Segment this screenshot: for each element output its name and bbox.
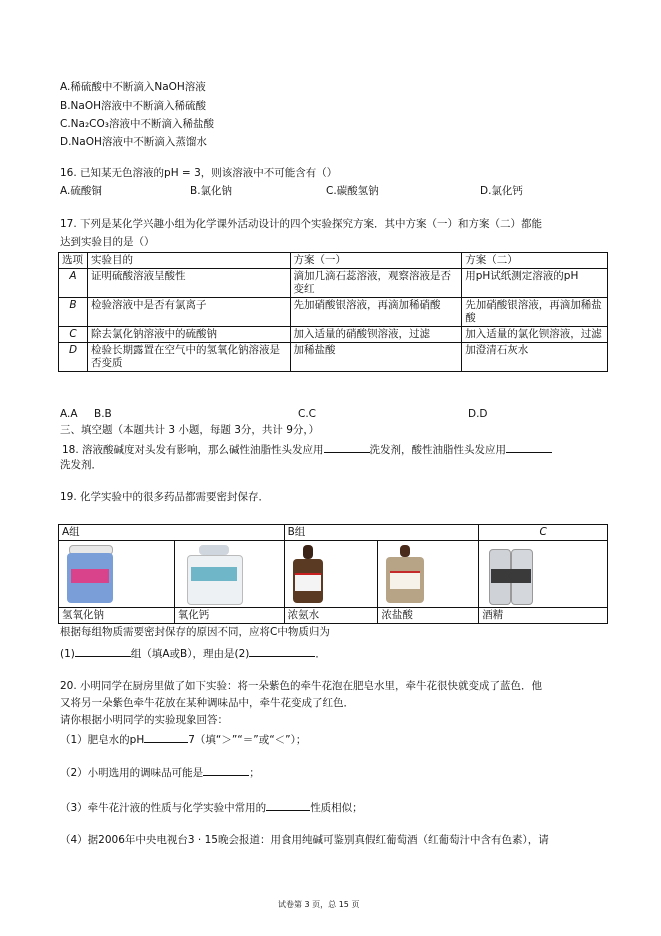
q15-option-b: B.NaOH溶液中不断滴入稀硫酸 bbox=[60, 100, 206, 112]
q19-blank-2[interactable] bbox=[249, 645, 315, 657]
q19-note: 根据每组物质需要密封保存的原因不同，应将C中物质归为 bbox=[60, 626, 330, 638]
q20-sub2 bbox=[60, 764, 260, 780]
photo-alcohol bbox=[479, 541, 608, 608]
q18-blank-2[interactable] bbox=[506, 441, 552, 453]
row-goal: 检验长期露置在空气中的氢氧化钠溶液是否变质 bbox=[87, 343, 290, 372]
row-plan-1: 加稀盐酸 bbox=[290, 343, 462, 372]
group-b-label: B组 bbox=[284, 525, 479, 541]
label-ammonia: 浓氨水 bbox=[284, 608, 378, 624]
label-cao: 氧化钙 bbox=[174, 608, 284, 624]
q20-blank-1[interactable] bbox=[144, 731, 188, 743]
q20-blank-3[interactable] bbox=[266, 799, 310, 811]
q20-sub2-a: （2）小明选用的调味品可能是 bbox=[60, 767, 204, 779]
q16-option-b: B.氯化钠 bbox=[190, 185, 233, 197]
table-row bbox=[59, 343, 608, 372]
q19-fill-1: (1) bbox=[60, 648, 75, 660]
q20-sub3-a: （3）牵牛花汁液的性质与化学实验中常用的 bbox=[60, 802, 267, 814]
q20-sub1-a: （1）肥皂水的pH bbox=[60, 734, 145, 746]
q18-part1: 18. 溶液酸碱度对头发有影响，那么碱性油脂性头发应用 bbox=[62, 444, 324, 456]
q16-option-c: C.碳酸氢钠 bbox=[326, 185, 379, 197]
q17-option-c: C.C bbox=[298, 408, 317, 420]
q16-stem: 16. 已知某无色溶液的pH = 3，则该溶液中不可能含有（） bbox=[60, 167, 338, 179]
q20-sub2-b: ； bbox=[249, 767, 260, 779]
photo-ammonia bbox=[284, 541, 378, 608]
q18-part2: 洗发剂，酸性油脂性头发应用 bbox=[369, 444, 507, 456]
q17-stem-line2: 达到实验目的是（） bbox=[60, 236, 155, 248]
q15-option-d: D.NaOH溶液中不断滴入蒸馏水 bbox=[60, 136, 207, 148]
q20-sub4: （4）据2006年中央电视台3 · 15晚会报道：用食用纯碱可鉴别真假红葡萄酒（红葡萄汁中含有色素），请 bbox=[60, 834, 549, 846]
header-plan-1: 方案（一） bbox=[290, 253, 462, 269]
q16-option-d: D.氯化钙 bbox=[480, 185, 523, 197]
q20-line2: 又将另一朵紫色牵牛花放在某种调味品中，牵牛花变成了红色． bbox=[60, 697, 354, 709]
q18-part3: 洗发剂． bbox=[60, 459, 102, 471]
row-option: B bbox=[59, 298, 88, 327]
table-row bbox=[59, 269, 608, 298]
q15-option-c: C.Na₂CO₃溶液中不断滴入稀盐酸 bbox=[60, 118, 214, 130]
table-row bbox=[59, 298, 608, 327]
q19-label-row bbox=[59, 608, 608, 624]
row-goal: 除去氯化钠溶液中的硫酸钠 bbox=[87, 327, 290, 343]
row-option: C bbox=[59, 327, 88, 343]
q15-option-a: A.稀硫酸中不断滴入NaOH溶液 bbox=[60, 81, 206, 93]
q20-line1: 20. 小明同学在厨房里做了如下实验：将一朵紫色的牵牛花泡在肥皂水里，牵牛花很快就变成了蓝色．他 bbox=[60, 680, 543, 692]
q17-option-a: A.A bbox=[60, 408, 78, 420]
group-a-label: A组 bbox=[59, 525, 285, 541]
row-plan-2: 用pH试纸测定溶液的pH bbox=[462, 269, 608, 298]
photo-naoh bbox=[59, 541, 175, 608]
row-option: D bbox=[59, 343, 88, 372]
q19-group-row bbox=[59, 525, 608, 541]
q19-fill-line bbox=[60, 645, 326, 661]
q17-table bbox=[58, 252, 608, 372]
label-alcohol: 酒精 bbox=[479, 608, 608, 624]
header-option: 选项 bbox=[59, 253, 88, 269]
q17-option-b: B.B bbox=[94, 408, 112, 420]
q17-option-d: D.D bbox=[468, 408, 488, 420]
row-plan-1: 先加硝酸银溶液，再滴加稀硝酸 bbox=[290, 298, 462, 327]
q16-option-a: A.硫酸铜 bbox=[60, 185, 102, 197]
q19-fill-2: 组（填A或B），理由是(2) bbox=[130, 648, 250, 660]
label-naoh: 氢氧化钠 bbox=[59, 608, 175, 624]
row-plan-1: 加入适量的硝酸钡溶液，过滤 bbox=[290, 327, 462, 343]
table-row bbox=[59, 327, 608, 343]
row-plan-2: 加澄清石灰水 bbox=[462, 343, 608, 372]
q20-blank-2[interactable] bbox=[203, 764, 249, 776]
photo-cao bbox=[174, 541, 284, 608]
q19-stem: 19. 化学实验中的很多药品都需要密封保存． bbox=[60, 491, 270, 503]
q19-table bbox=[58, 524, 608, 624]
label-hcl: 浓盐酸 bbox=[378, 608, 479, 624]
header-goal: 实验目的 bbox=[87, 253, 290, 269]
q18-blank-1[interactable] bbox=[324, 441, 370, 453]
q19-fill-3: ． bbox=[315, 648, 326, 660]
row-plan-1: 滴加几滴石蕊溶液，观察溶液是否变红 bbox=[290, 269, 462, 298]
q19-blank-1[interactable] bbox=[75, 645, 131, 657]
row-plan-2: 加入适量的氯化钡溶液，过滤 bbox=[462, 327, 608, 343]
q20-sub1-b: 7（填“＞”“＝”或“＜”）； bbox=[188, 734, 307, 746]
row-option: A bbox=[59, 269, 88, 298]
q17-stem-line1: 17. 下列是某化学兴趣小组为化学课外活动设计的四个实验探究方案．其中方案（一）和方案（二）都能 bbox=[60, 218, 543, 230]
q20-sub3 bbox=[60, 799, 363, 815]
q20-line3: 请你根据小明同学的实验现象回答： bbox=[60, 714, 228, 726]
photo-hcl bbox=[378, 541, 479, 608]
q18-line1 bbox=[62, 441, 552, 457]
section-3-heading: 三、填空题（本题共计 3 小题，每题 3分，共计 9分，） bbox=[60, 424, 320, 436]
row-goal: 证明硫酸溶液呈酸性 bbox=[87, 269, 290, 298]
q20-sub1 bbox=[60, 731, 306, 747]
group-c-label: C bbox=[479, 525, 608, 541]
q20-sub3-b: 性质相似； bbox=[310, 802, 363, 814]
page-footer: 试卷第 3 页，总 15 页 bbox=[278, 900, 360, 909]
row-plan-2: 先加硝酸银溶液，再滴加稀盐酸 bbox=[462, 298, 608, 327]
q17-header-row bbox=[59, 253, 608, 269]
row-goal: 检验溶液中是否有氯离子 bbox=[87, 298, 290, 327]
q19-image-row bbox=[59, 541, 608, 608]
header-plan-2: 方案（二） bbox=[462, 253, 608, 269]
